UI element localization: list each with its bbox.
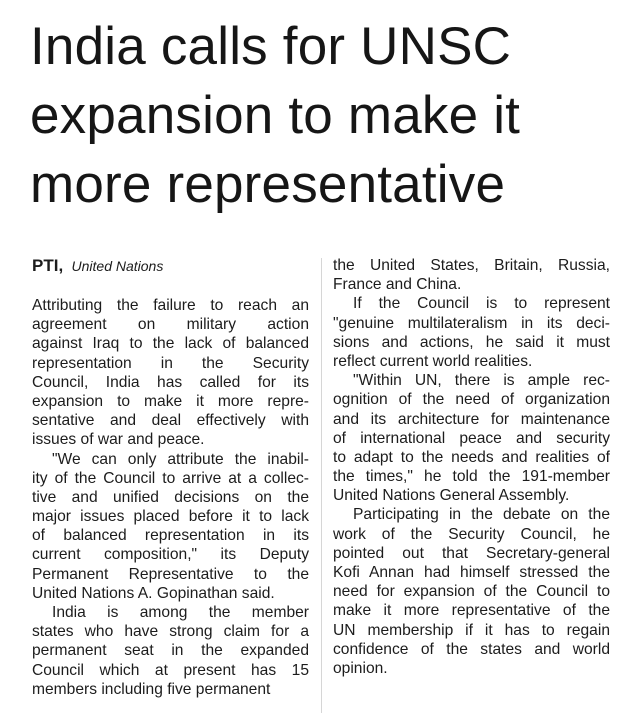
article-line: India is among the member [52,604,309,621]
article-paragraph [32,603,309,699]
article-paragraph [32,450,309,604]
article-line: and its architecture for maintenance [333,410,610,428]
article-line: pointed out that Secretary-general [333,544,610,562]
article-paragraph [333,371,610,505]
article-line: "Within UN, there is ample rec- [353,372,610,390]
right-column-body [333,256,610,678]
article-line: permanent seat in the expanded [32,642,309,660]
byline-agency: PTI, [32,256,64,275]
byline [32,256,309,280]
column-divider [321,258,322,713]
article-line: opinion. [333,659,388,677]
article-line: reflect current world realities. [333,352,533,370]
left-column-body [32,296,309,699]
article-paragraph [333,256,610,294]
article-line: of international peace and security [333,429,610,447]
article-column-right [333,256,610,678]
article-line: agreement on military action [32,316,309,334]
article-line: United Nations A. Gopinathan said. [32,584,275,602]
article-paragraph [333,505,610,678]
article-line: "genuine multilateralism in its deci- [333,314,610,332]
article-line: of balanced representation in its [32,527,309,545]
headline [30,12,610,219]
headline-line: more representative [30,155,506,214]
article-line: Permanent Representative to the [32,565,309,583]
article-line: the times," he told the 191-member [333,468,610,486]
headline-line: expansion to make it [30,86,521,145]
article-line: expansion to make it more repre- [32,392,309,410]
article-paragraph [32,296,309,450]
article-line: ognition of the need of organization [333,391,610,409]
byline-place: United Nations [71,258,164,274]
article-line: work of the Security Council, he [333,525,610,543]
article-line: the United States, Britain, Russia, [333,257,610,274]
article-line: Kofi Annan had himself stressed the [333,564,610,581]
article-line: major issues placed before it to lack [32,508,309,526]
article-column-left [32,256,309,699]
article-line: If the Council is to represent [353,295,610,313]
article-line: tive and unified decisions on the [32,488,309,506]
article-line: sions and actions, he said it must [333,333,610,351]
article-line: representation in the Security [32,354,309,372]
article-line: make it more representative of the [333,602,610,620]
article-line: issues of war and peace. [32,431,205,449]
article-line: Council, India has called for its [32,373,309,391]
article-line: France and China. [333,276,462,294]
article-line: to adapt to the needs and realities of [333,448,610,466]
article-line: confidence of the states and world [333,640,610,658]
article-line: United Nations General Assembly. [333,487,570,505]
article-line: current composition," its Deputy [32,546,309,564]
article-line: need for expansion of the Council to [333,583,610,601]
article-line: Participating in the debate on the [353,506,610,524]
article-line: UN membership if it has to regain [333,621,610,639]
article-line: Council which at present has 15 [32,661,309,679]
article-line: Attributing the failure to reach an [32,297,309,314]
headline-line: India calls for UNSC [30,17,512,76]
article-line: against Iraq to the lack of balanced [32,335,309,353]
article-paragraph [333,294,610,371]
article-line: states who have strong claim for a [32,623,309,641]
article-line: sentative and deal effectively with [32,412,309,430]
article-line: ity of the Council to arrive at a collec- [32,469,309,487]
article-line: "We can only attribute the inabil- [52,450,309,468]
article-line: members including five permanent [32,680,271,698]
